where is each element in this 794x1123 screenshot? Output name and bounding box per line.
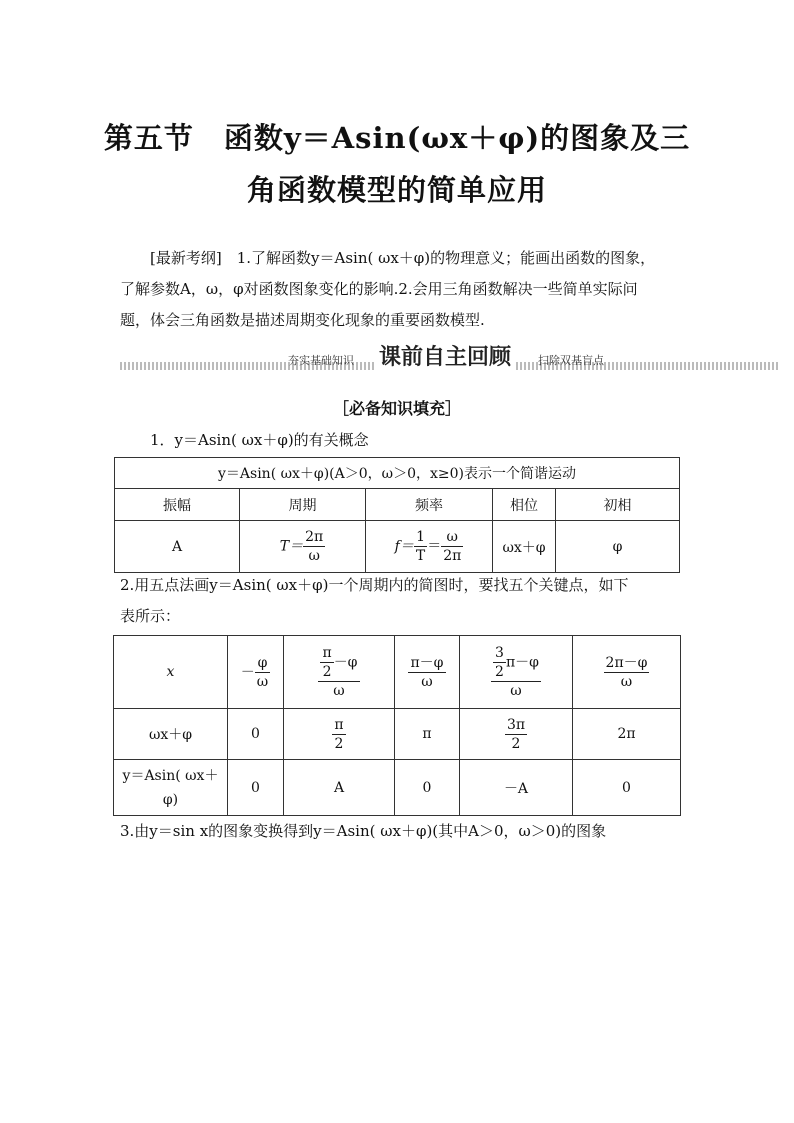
x5-numerator: 2π－φ	[605, 654, 648, 671]
banner-left-text: 夯实基础知识	[288, 354, 354, 367]
item-3-line: 3.由y＝sin x的图象变换得到y＝Asin( ωx＋φ)(其中A＞0，ω＞0)的图象	[120, 822, 607, 840]
row-label-x	[114, 636, 228, 709]
phase-cell-3: π	[395, 709, 460, 760]
row-label-phase: ωx＋φ	[114, 709, 228, 760]
x4-numerator	[491, 644, 541, 682]
x3-denominator: ω	[421, 673, 433, 690]
concept-table	[114, 457, 680, 573]
frequency-fraction-2	[441, 528, 463, 565]
x4-inner-fraction	[493, 644, 506, 681]
x3-fraction	[408, 654, 445, 691]
phase2-fraction	[332, 716, 345, 753]
frequency-prefix: f＝	[394, 538, 414, 555]
x2-inner-fraction	[320, 644, 333, 681]
phase-value: ωx＋φ	[493, 521, 556, 573]
intro-line-1: [最新考纲] 1.了解函数y＝Asin( ωx＋φ)的物理意义；能画出函数的图象，	[150, 249, 656, 267]
x-cell-2	[284, 636, 395, 709]
banner-right-text: 扫除双基盲点	[538, 354, 604, 367]
x4-pi-minus-phi: π－φ	[505, 654, 539, 671]
x1-numerator: φ	[255, 654, 270, 673]
item-1-heading: 1．y＝Asin( ωx＋φ)的有关概念	[150, 431, 369, 449]
x-symbol: x	[166, 664, 175, 680]
x2-numerator	[318, 644, 359, 682]
phase4-fraction	[505, 716, 527, 753]
x-cell-1	[228, 636, 284, 709]
section-title: ［必备知识填充］	[332, 399, 461, 418]
page-title-line-1: 第五节 函数y＝Asin(ωx＋φ)的图象及三	[103, 121, 691, 155]
phase-cell-2	[284, 709, 395, 760]
period-value	[240, 521, 366, 573]
frequency-fraction-1	[414, 528, 427, 565]
y-cell-4: －A	[460, 760, 573, 816]
row-y-line-1: y＝Asin( ωx＋	[122, 767, 219, 784]
x2-minus-phi: －φ	[333, 654, 358, 671]
phase4-denominator: 2	[511, 735, 521, 752]
x1-fraction	[255, 654, 270, 691]
period-prefix: T＝	[279, 538, 304, 555]
frequency-numerator-1: 1	[414, 528, 427, 547]
x-cell-5	[573, 636, 681, 709]
item-2-line-1: 2.用五点法画y＝Asin( ωx＋φ)一个周期内的简图时，要找五个关键点，如下	[120, 576, 629, 594]
five-point-table	[113, 635, 681, 816]
row-y-line-2: φ)	[162, 791, 179, 808]
x2-fraction	[318, 644, 359, 700]
phase2-numerator: π	[334, 716, 344, 733]
frequency-numerator-2: ω	[441, 528, 463, 547]
x4-fraction	[491, 644, 541, 700]
phase-cell-1: 0	[228, 709, 284, 760]
x2-denominator: ω	[333, 683, 345, 699]
intro-line-2: 了解参数A，ω，φ对函数图象变化的影响.2.会用三角函数解决一些简单实际问	[120, 280, 638, 298]
x5-fraction	[604, 654, 650, 691]
col-initial-phase: 初相	[556, 489, 680, 521]
x-cell-4	[460, 636, 573, 709]
frequency-equals: ＝	[427, 538, 442, 555]
x5-denominator: ω	[620, 673, 633, 690]
y-cell-2: A	[284, 760, 395, 816]
item-2-line-2: 表所示：	[120, 607, 181, 625]
x4-two: 2	[495, 664, 504, 680]
phase-cell-4	[460, 709, 573, 760]
period-fraction	[303, 528, 325, 565]
frequency-denominator-2: 2π	[443, 548, 462, 564]
col-amplitude: 振幅	[115, 489, 240, 521]
period-numerator: 2π	[305, 529, 324, 545]
x1-minus: －	[240, 664, 255, 680]
phase-cell-5: 2π	[573, 709, 681, 760]
y-cell-3: 0	[395, 760, 460, 816]
intro-line-3: 题，体会三角函数是描述周期变化现象的重要函数模型.	[120, 311, 485, 329]
initial-phase-value: φ	[556, 521, 680, 573]
col-phase: 相位	[493, 489, 556, 521]
x2-pi: π	[322, 645, 332, 661]
x1-denominator: ω	[256, 673, 269, 690]
frequency-value	[366, 521, 493, 573]
x-cell-3	[395, 636, 460, 709]
banner-center-text: 课前自主回顾	[375, 340, 515, 371]
phase2-denominator: 2	[334, 735, 344, 752]
concept-table-header: y＝Asin( ωx＋φ)(A＞0，ω＞0，x≥0)表示一个简谐运动	[115, 458, 680, 489]
y-cell-5: 0	[573, 760, 681, 816]
frequency-denominator-1: T	[415, 548, 426, 564]
x3-numerator: π－φ	[410, 654, 444, 671]
col-period: 周期	[240, 489, 366, 521]
y-cell-1: 0	[228, 760, 284, 816]
page-title-line-2: 角函数模型的简单应用	[246, 173, 547, 207]
amplitude-value: A	[115, 521, 240, 573]
period-denominator: ω	[308, 548, 320, 564]
phase4-numerator: 3π	[506, 716, 526, 733]
row-label-y	[114, 760, 228, 816]
x4-three: 3	[495, 645, 504, 661]
section-banner	[120, 338, 780, 372]
x4-denominator: ω	[510, 683, 522, 699]
col-frequency: 频率	[366, 489, 493, 521]
x2-two: 2	[322, 664, 332, 680]
